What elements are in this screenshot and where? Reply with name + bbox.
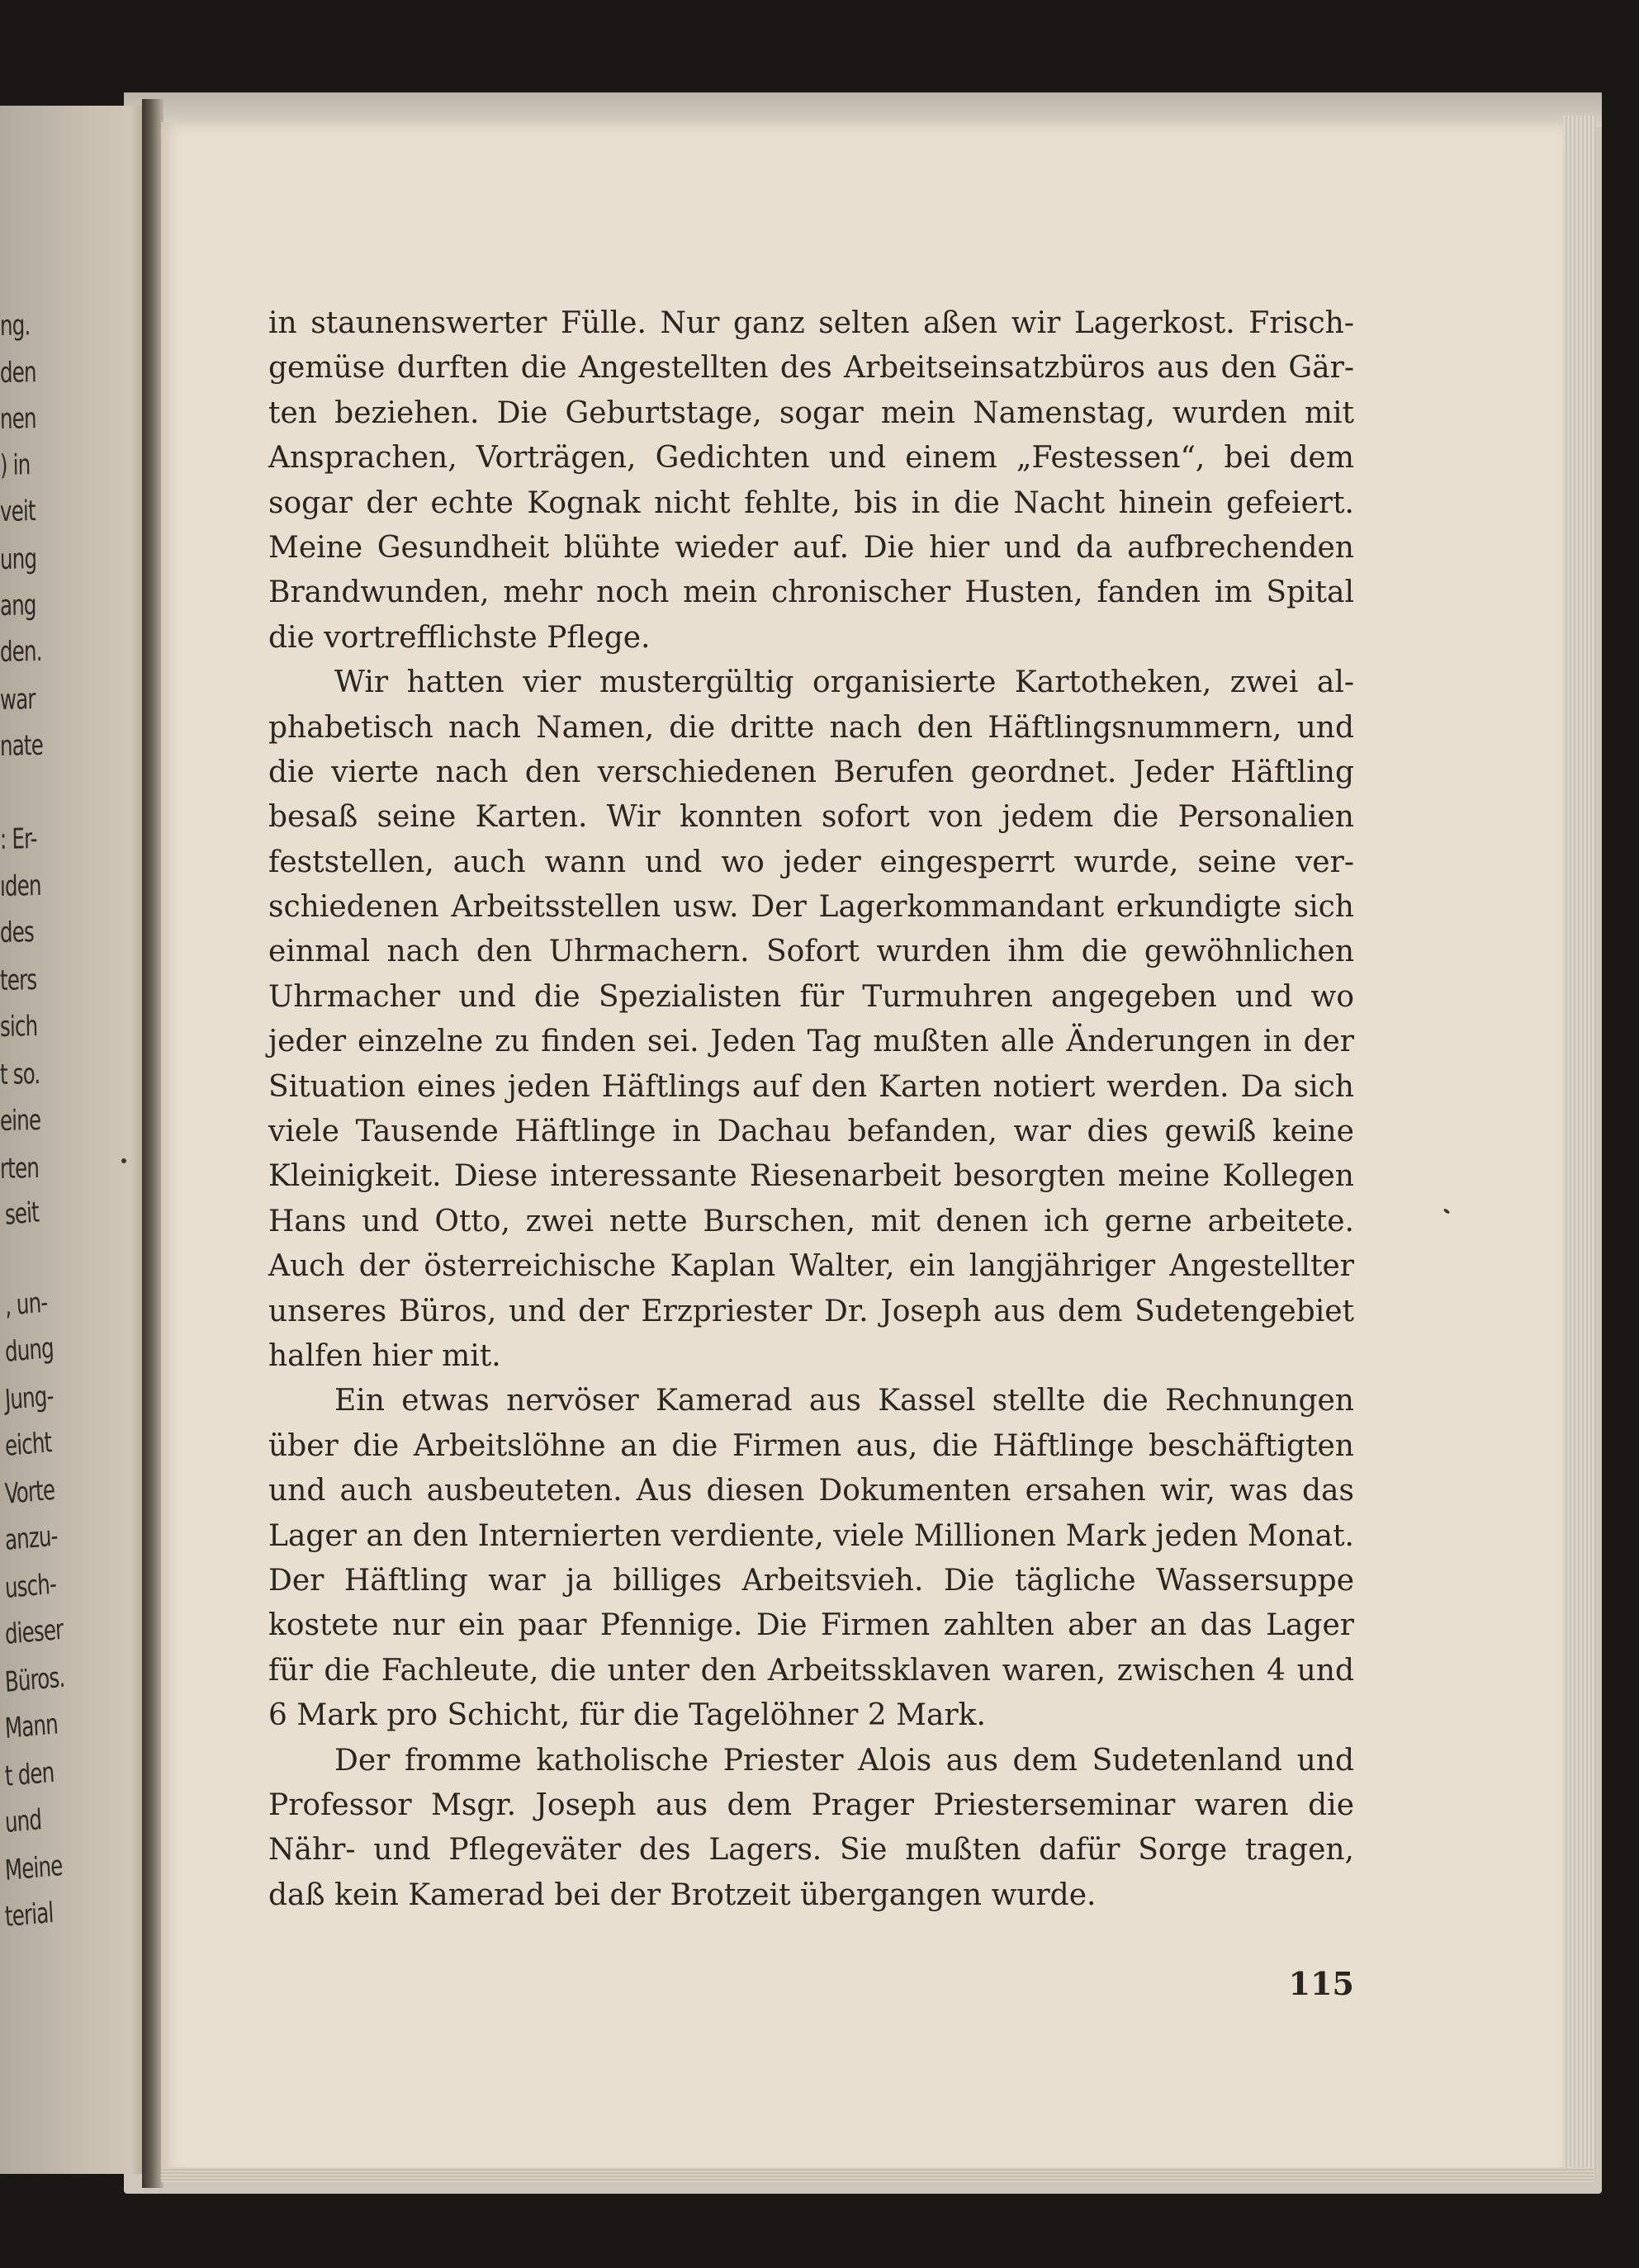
text-line: Wir hatten vier mustergültig organisierte Kartotheken, zwei al- [334, 665, 1354, 700]
previous-page-line-fragment: den [0, 356, 36, 390]
previous-page-line-fragment: eine [0, 1103, 41, 1138]
text-line: für die Fachleute, die unter den Arbeitssklaven waren, zwischen 4 und [268, 1653, 1354, 1688]
text-line: gemüse durften die Angestellten des Arbeitseinsatzbüros aus den Gär- [268, 351, 1354, 386]
previous-page-line-fragment: seit [3, 1196, 40, 1232]
text-line: feststellen, auch wann und wo jeder eingesperrt wurde, seine ver- [268, 845, 1354, 879]
text-line: Ein etwas nervöser Kamerad aus Kassel stellte die Rechnungen [334, 1384, 1354, 1418]
previous-page-line-fragment: , un- [3, 1286, 49, 1323]
previous-page [0, 106, 153, 2174]
previous-page-line-fragment: dung [3, 1331, 54, 1369]
page-speck [121, 1158, 126, 1163]
page-bottom-edges [161, 2167, 1594, 2182]
previous-page-line-fragment: eicht [3, 1426, 53, 1463]
previous-page-line-fragment: ıden [0, 869, 41, 903]
text-line: sogar der echte Kognak nicht fehlte, bis in die Nacht hinein gefeiert. [268, 485, 1354, 520]
page-edges [1563, 116, 1596, 2180]
text-line: phabetisch nach Namen, die dritte nach den Häftlingsnummern, und [268, 710, 1354, 745]
text-line: jeder einzelne zu finden sei. Jeden Tag mußten alle Änderungen in der [268, 1025, 1354, 1059]
previous-page-line-fragment: Büros. [3, 1660, 66, 1699]
previous-page-line-fragment: dieser [3, 1612, 64, 1651]
previous-page-line-fragment: nen [0, 402, 36, 436]
previous-page-line-fragment: ters [0, 964, 37, 997]
text-line: kostete nur ein paar Pfennige. Die Firmen zahlten aber an das Lager [268, 1608, 1354, 1643]
text-line: über die Arbeitslöhne an die Firmen aus, die Häftlinge beschäftigten [268, 1428, 1354, 1463]
text-line: in staunenswerter Fülle. Nur ganz selten aßen wir Lagerkost. Frisch- [268, 306, 1354, 340]
previous-page-line-fragment: ) in [0, 448, 31, 482]
previous-page-line-fragment: den. [0, 634, 42, 669]
previous-page-line-fragment: Jung- [3, 1379, 54, 1417]
previous-page-line-fragment: anzu- [3, 1519, 59, 1557]
previous-page-line-fragment: : Er- [0, 822, 37, 856]
text-line: Der Häftling war ja billiges Arbeitsvieh. Die tägliche Wassersuppe [268, 1563, 1354, 1598]
previous-page-line-fragment: ang [0, 589, 36, 623]
text-line: 6 Mark pro Schicht, für die Tagelöhner 2 Mark. [268, 1698, 986, 1733]
text-line: und auch ausbeuteten. Aus diesen Dokumenten ersahen wir, was das [268, 1474, 1354, 1508]
text-line: Nähr- und Pflegeväter des Lagers. Sie mußten dafür Sorge tragen, [268, 1833, 1354, 1868]
text-line: Lager an den Internierten verdiente, viele Millionen Mark jeden Monat. [268, 1518, 1354, 1553]
text-line: halfen hier mit. [268, 1338, 501, 1373]
previous-page-line-fragment: usch- [3, 1567, 58, 1605]
previous-page-line-fragment: rten [0, 1151, 40, 1186]
text-line: Kleinigkeit. Diese interessante Riesenarbeit besorgten meine Kollegen [268, 1159, 1354, 1194]
previous-page-line-fragment: nate [0, 728, 44, 763]
previous-page-line-fragment: ng. [0, 309, 31, 343]
text-line: die vortrefflichste Pflege. [268, 620, 651, 655]
page-text-block [268, 301, 1354, 1918]
text-line: Auch der österreichische Kaplan Walter, ein langjähriger Angestellter [268, 1249, 1354, 1284]
text-line: daß kein Kamerad bei der Brotzeit übergangen wurde. [268, 1877, 1097, 1912]
text-line: unseres Büros, und der Erzpriester Dr. Joseph aus dem Sudetengebiet [268, 1294, 1354, 1328]
text-line: Situation eines jeden Häftlings auf den Karten notiert werden. Da sich [268, 1069, 1354, 1104]
text-line: Uhrmacher und die Spezialisten für Turmuhren angegeben und wo [268, 979, 1354, 1014]
previous-page-line-fragment: war [0, 683, 36, 717]
previous-page-line-fragment: und [3, 1803, 43, 1839]
previous-page-line-fragment: ung [0, 542, 37, 576]
previous-page-line-fragment: t so. [0, 1057, 40, 1091]
previous-page-line-fragment: Mann [3, 1707, 59, 1745]
text-line: Der fromme katholische Priester Alois aus dem Sudetenland und [334, 1743, 1354, 1778]
text-line: ten beziehen. Die Geburtstage, sogar mein Namenstag, wurden mit [268, 395, 1354, 430]
text-line: schiedenen Arbeitsstellen usw. Der Lagerkommandant erkundigte sich [268, 890, 1354, 925]
text-line: Professor Msgr. Joseph aus dem Prager Priesterseminar waren die [268, 1787, 1354, 1822]
text-line: die vierte nach den verschiedenen Berufen geordnet. Jeder Häftling [268, 755, 1354, 789]
text-line: Ansprachen, Vorträgen, Gedichten und einem „Festessen“, bei dem [268, 441, 1354, 476]
previous-page-line-fragment: sich [0, 1010, 38, 1044]
previous-page-line-fragment: Meine [3, 1849, 64, 1887]
page-number: 115 [1288, 1965, 1354, 2002]
previous-page-line-fragment: terial [3, 1896, 54, 1934]
previous-page-line-fragment: Vorte [3, 1473, 56, 1511]
previous-page-line-fragment: des [0, 916, 35, 949]
previous-page-line-fragment: veit [0, 495, 36, 528]
previous-page-line-fragment: t den [3, 1755, 55, 1793]
text-line: Meine Gesundheit blühte wieder auf. Die hier und da aufbrechenden [268, 530, 1354, 565]
text-line: einmal nach den Uhrmachern. Sofort wurden ihm die gewöhnlichen [268, 935, 1354, 969]
text-line: viele Tausende Häftlinge in Dachau befanden, war dies gewiß keine [268, 1115, 1354, 1149]
text-line: besaß seine Karten. Wir konnten sofort von jedem die Personalien [268, 800, 1354, 835]
text-line: Hans und Otto, zwei nette Burschen, mit denen ich gerne arbeitete. [268, 1204, 1354, 1238]
text-line: Brandwunden, mehr noch mein chronischer Husten, fanden im Spital [268, 575, 1354, 610]
